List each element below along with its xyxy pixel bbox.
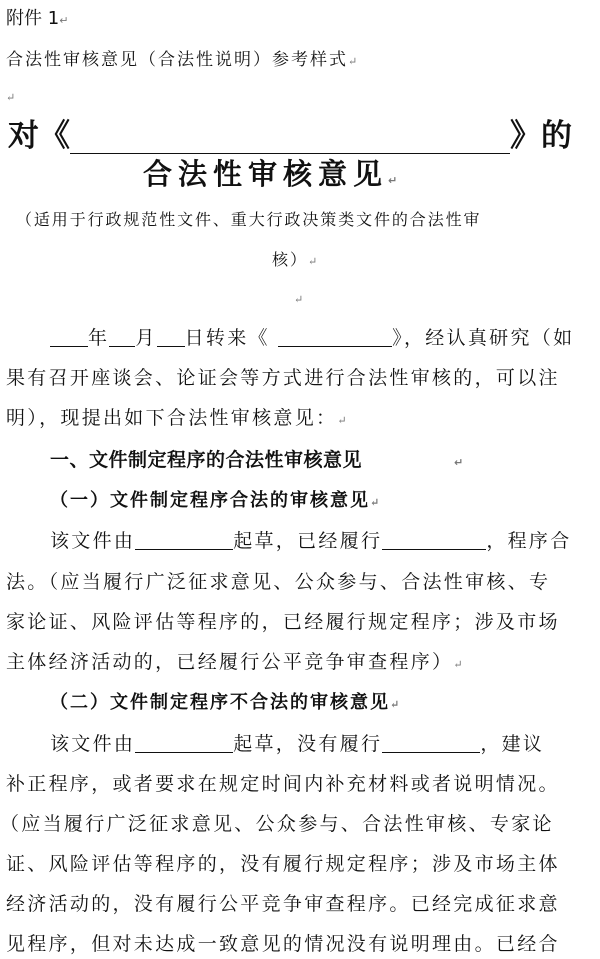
sub2-text5: 经济活动的，没有履行公平竞争审查程序。已经完成征求意 [6,893,560,915]
intro-text-after: 》，经认真研究（如 [392,327,575,349]
procedure-blank [382,530,486,550]
title-prefix: 对《 [8,118,70,154]
intro-text3: 明），现提出如下合法性审核意见： [6,407,338,429]
intro-text2: 果有召开座谈会、论证会等方式进行合法性审核的，可以注 [6,367,560,389]
sub1-text4: 主体经济活动的，已经履行公平竞争审查程序） [6,651,454,673]
year-label: 年 [88,327,110,349]
title-blank [70,119,510,154]
sub1-text-b: 起草，已经履行 [233,530,383,552]
month-blank [109,327,135,347]
paragraph-mark: ↵ [388,174,404,187]
empty-paragraph [294,288,303,307]
paragraph-mark: ↵ [59,14,69,27]
scope-note-line2 [272,247,319,270]
sub1-line1 [50,526,572,553]
section1-heading [50,445,464,472]
drafter-blank [135,733,233,753]
subsection2-heading [50,688,401,714]
scope-note-text2: 核） [272,250,309,269]
sub1-text3: 家论证、风险评估等程序的，已经履行规定程序；涉及市场 [6,611,560,633]
sub2-text-b: 起草，没有履行 [233,733,383,755]
sub2-text-c: ，建议 [480,733,545,755]
intro-line2 [6,363,560,390]
sub2-line6 [6,929,560,956]
scope-note-line1 [16,207,481,230]
title-line2-text: 合法性审核意见 [143,157,389,191]
intro-line1 [50,323,574,350]
paragraph-mark: ↵ [294,293,304,306]
sub1-text2: 法。（应当履行广泛征求意见、公众参与、合法性审核、专 [6,571,551,593]
drafter-blank [135,530,233,550]
sub1-line2 [6,567,550,594]
paragraph-mark: ↵ [390,698,402,711]
intro-line3 [6,403,349,430]
day-blank [157,327,185,347]
attachment-label-text: 附件 1 [6,8,60,29]
paragraph-mark: ↵ [348,55,360,68]
sub2-text6: 见程序，但对未达成一致意见的情况没有说明理由。已经合 [6,933,560,955]
paragraph-mark: ↵ [6,91,16,104]
sub2-text4: 证、风险评估等程序的，没有履行规定程序；涉及市场主体 [6,853,560,875]
subsection1-heading [50,486,381,512]
sub1-line4 [6,647,465,674]
procedure-blank [382,733,480,753]
day-label: 日转来《 [184,327,270,349]
paragraph-mark: ↵ [453,658,465,671]
document-title-line2 [143,152,403,193]
paragraph-mark: ↵ [370,496,382,509]
doc-name-blank [278,327,392,347]
paragraph-mark: ↵ [454,456,464,469]
attachment-label [6,4,68,30]
sub2-text-a: 该文件由 [50,733,136,755]
sub2-text2: 补正程序，或者要求在规定时间内补充材料或者说明情况。 [6,773,560,795]
sub2-line2 [6,769,560,796]
year-blank [50,327,88,347]
subtitle-text: 合法性审核意见（合法性说明）参考样式 [6,50,348,70]
sub1-text-c: ，程序合 [486,530,572,552]
empty-paragraph [6,86,15,105]
sub2-line3 [0,809,554,836]
document-title-line1 [8,110,572,155]
sub2-line5 [6,889,560,916]
sub1-line3 [6,607,560,634]
sub2-line1 [50,729,544,756]
subsection1-heading-text: （一）文件制定程序合法的审核意见 [50,490,370,511]
section1-heading-text: 一、文件制定程序的合法性审核意见 [50,449,363,471]
subtitle-line [6,45,359,70]
title-suffix: 》的 [510,118,572,154]
paragraph-mark: ↵ [308,255,320,268]
sub2-text3: （应当履行广泛征求意见、公众参与、合法性审核、专家论 [0,813,554,835]
subsection2-heading-text: （二）文件制定程序不合法的审核意见 [50,692,390,713]
sub2-line4 [6,849,560,876]
paragraph-mark: ↵ [337,414,349,427]
scope-note-text1: （适用于行政规范性文件、重大行政决策类文件的合法性审 [16,210,482,229]
month-label: 月 [135,327,157,349]
sub1-text-a: 该文件由 [50,530,136,552]
